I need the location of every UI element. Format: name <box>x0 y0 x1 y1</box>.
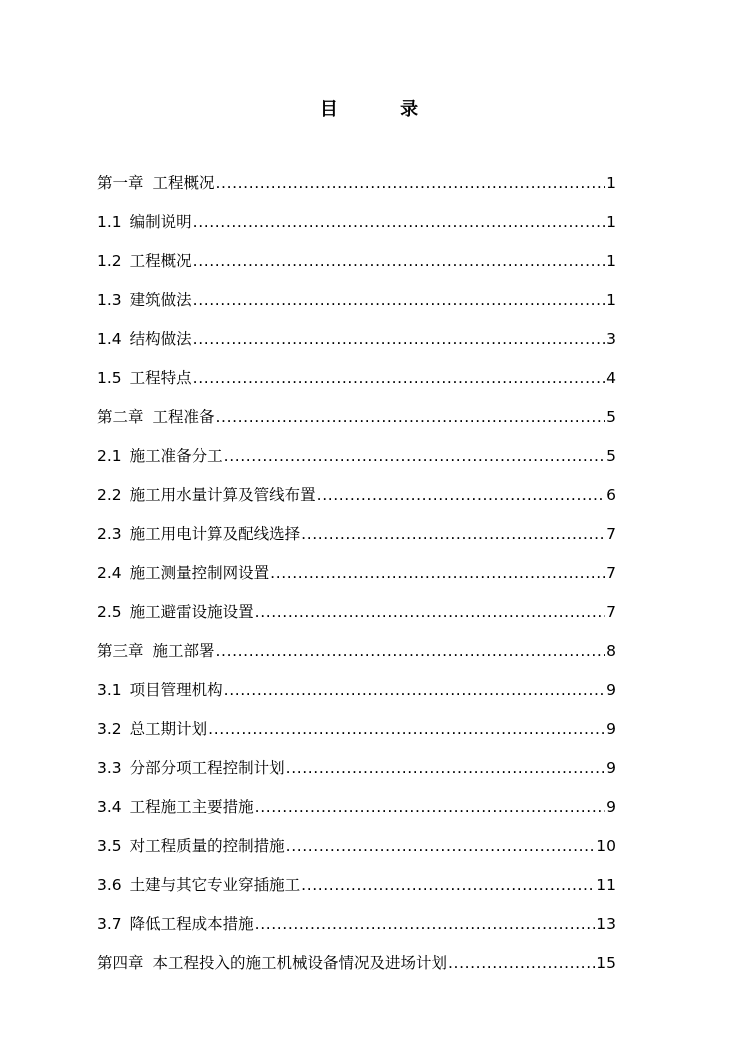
toc-dot-leader <box>301 521 605 547</box>
toc-entry[interactable] <box>97 391 616 430</box>
toc-entry-page-number: 11 <box>596 876 616 894</box>
toc-entry-page-number: 3 <box>606 330 616 348</box>
toc-entry-label <box>97 638 215 664</box>
toc-entry-page-number: 7 <box>606 564 616 582</box>
toc-entry-label <box>97 443 223 469</box>
toc-entry-page-number: 9 <box>606 720 616 738</box>
toc-entry-number: 第二章 <box>97 408 144 426</box>
toc-entry[interactable] <box>97 664 616 703</box>
toc-entry[interactable] <box>97 742 616 781</box>
toc-entry-number: 1.5 <box>97 369 122 387</box>
toc-entry-label <box>97 482 316 508</box>
toc-entry[interactable] <box>97 313 616 352</box>
toc-entry-title: 施工部署 <box>152 642 215 660</box>
toc-entry-title: 本工程投入的施工机械设备情况及进场计划 <box>152 954 448 972</box>
toc-entry-page-number: 1 <box>606 291 616 309</box>
toc-entry-label <box>97 950 447 976</box>
toc-entry-label <box>97 326 192 352</box>
toc-entry-label <box>97 599 254 625</box>
toc-dot-leader <box>255 599 605 625</box>
toc-entry-number: 第一章 <box>97 174 144 192</box>
toc-entry[interactable] <box>97 898 616 937</box>
toc-entry-page-number: 15 <box>596 954 616 972</box>
toc-entry-label <box>97 677 223 703</box>
toc-entry-title: 结构做法 <box>129 330 192 348</box>
toc-entry-number: 第四章 <box>97 954 144 972</box>
toc-entry-label <box>97 287 192 313</box>
toc-dot-leader <box>317 482 605 508</box>
toc-entry-title: 分部分项工程控制计划 <box>129 759 285 777</box>
toc-dot-leader <box>216 404 606 430</box>
toc-entry[interactable] <box>97 157 616 196</box>
toc-entry-title: 工程特点 <box>129 369 192 387</box>
toc-dot-leader <box>216 170 606 196</box>
toc-entry[interactable] <box>97 235 616 274</box>
toc-entry-page-number: 4 <box>606 369 616 387</box>
toc-dot-leader <box>448 950 595 976</box>
toc-entry-label <box>97 404 215 430</box>
toc-entry[interactable] <box>97 430 616 469</box>
toc-entry-number: 2.3 <box>97 525 122 543</box>
toc-entry-title: 工程准备 <box>152 408 215 426</box>
toc-entry[interactable] <box>97 703 616 742</box>
toc-entry-number: 3.2 <box>97 720 122 738</box>
toc-dot-leader <box>193 209 605 235</box>
toc-entry-page-number: 9 <box>606 798 616 816</box>
toc-dot-leader <box>208 716 605 742</box>
toc-entry-label <box>97 911 254 937</box>
toc-dot-leader <box>193 287 605 313</box>
toc-entry-page-number: 7 <box>606 525 616 543</box>
toc-entry[interactable] <box>97 781 616 820</box>
toc-dot-leader <box>301 872 595 898</box>
toc-entry-title: 对工程质量的控制措施 <box>129 837 285 855</box>
toc-entry-number: 2.2 <box>97 486 122 504</box>
toc-dot-leader <box>270 560 605 586</box>
toc-entry-page-number: 8 <box>606 642 616 660</box>
toc-entry-page-number: 1 <box>606 252 616 270</box>
toc-entry-label <box>97 755 285 781</box>
toc-entry-page-number: 9 <box>606 681 616 699</box>
toc-entry-page-number: 5 <box>606 408 616 426</box>
toc-dot-leader <box>193 365 605 391</box>
toc-entry-label <box>97 872 300 898</box>
toc-entry-title: 施工用电计算及配线选择 <box>129 525 301 543</box>
toc-entry-number: 3.1 <box>97 681 122 699</box>
toc-entry-label <box>97 560 269 586</box>
toc-entry-title: 土建与其它专业穿插施工 <box>129 876 301 894</box>
toc-entry[interactable] <box>97 859 616 898</box>
toc-entry-title: 施工准备分工 <box>129 447 223 465</box>
toc-dot-leader <box>255 794 605 820</box>
toc-entry-title: 工程概况 <box>129 252 192 270</box>
toc-entry-label <box>97 521 300 547</box>
toc-entry-title: 施工测量控制网设置 <box>129 564 270 582</box>
toc-entry[interactable] <box>97 586 616 625</box>
toc-dot-leader <box>216 638 606 664</box>
toc-entry-title: 编制说明 <box>129 213 192 231</box>
toc-entry-number: 2.5 <box>97 603 122 621</box>
toc-entry-title: 总工期计划 <box>129 720 208 738</box>
toc-entry[interactable] <box>97 469 616 508</box>
toc-entry-page-number: 13 <box>596 915 616 933</box>
toc-entry-title: 工程施工主要措施 <box>129 798 254 816</box>
toc-entry-number: 3.7 <box>97 915 122 933</box>
toc-entry-label <box>97 833 285 859</box>
toc-dot-leader <box>224 677 605 703</box>
toc-entry[interactable] <box>97 508 616 547</box>
toc-entry[interactable] <box>97 196 616 235</box>
toc-entry-number: 3.6 <box>97 876 122 894</box>
toc-entry[interactable] <box>97 820 616 859</box>
toc-entry[interactable] <box>97 274 616 313</box>
toc-entry-number: 1.2 <box>97 252 122 270</box>
toc-title: 目 录 <box>319 99 447 120</box>
toc-entry-page-number: 10 <box>596 837 616 855</box>
toc-dot-leader <box>193 248 605 274</box>
toc-entry-number: 3.3 <box>97 759 122 777</box>
toc-entry-number: 1.3 <box>97 291 122 309</box>
toc-dot-leader <box>193 326 605 352</box>
toc-entry[interactable] <box>97 937 616 976</box>
toc-entry-label <box>97 794 254 820</box>
toc-entry-label <box>97 209 192 235</box>
toc-entry-page-number: 1 <box>606 174 616 192</box>
toc-entry-number: 1.4 <box>97 330 122 348</box>
toc-entry-number: 2.4 <box>97 564 122 582</box>
toc-entry-page-number: 9 <box>606 759 616 777</box>
toc-entry-page-number: 1 <box>606 213 616 231</box>
toc-entry-number: 第三章 <box>97 642 144 660</box>
toc-entry[interactable] <box>97 547 616 586</box>
toc-entry-number: 3.4 <box>97 798 122 816</box>
toc-entry-title: 施工用水量计算及管线布置 <box>129 486 316 504</box>
toc-entry-number: 1.1 <box>97 213 122 231</box>
toc-entry-label <box>97 365 192 391</box>
toc-entry-title: 降低工程成本措施 <box>129 915 254 933</box>
toc-entry-page-number: 6 <box>606 486 616 504</box>
toc-entry-title: 工程概况 <box>152 174 215 192</box>
toc-dot-leader <box>286 755 605 781</box>
toc-entry-title: 项目管理机构 <box>129 681 223 699</box>
toc-dot-leader <box>224 443 605 469</box>
toc-entry-number: 3.5 <box>97 837 122 855</box>
toc-entry[interactable] <box>97 352 616 391</box>
toc-entry-label <box>97 716 207 742</box>
toc-dot-leader <box>286 833 596 859</box>
toc-entry-title: 建筑做法 <box>129 291 192 309</box>
toc-entry-page-number: 5 <box>606 447 616 465</box>
toc-entry-title: 施工避雷设施设置 <box>129 603 254 621</box>
toc-entry-label <box>97 170 215 196</box>
toc-entry-label <box>97 248 192 274</box>
toc-entry-page-number: 7 <box>606 603 616 621</box>
toc-entry[interactable] <box>97 625 616 664</box>
toc-entry-number: 2.1 <box>97 447 122 465</box>
toc-dot-leader <box>255 911 596 937</box>
table-of-contents <box>97 157 616 976</box>
